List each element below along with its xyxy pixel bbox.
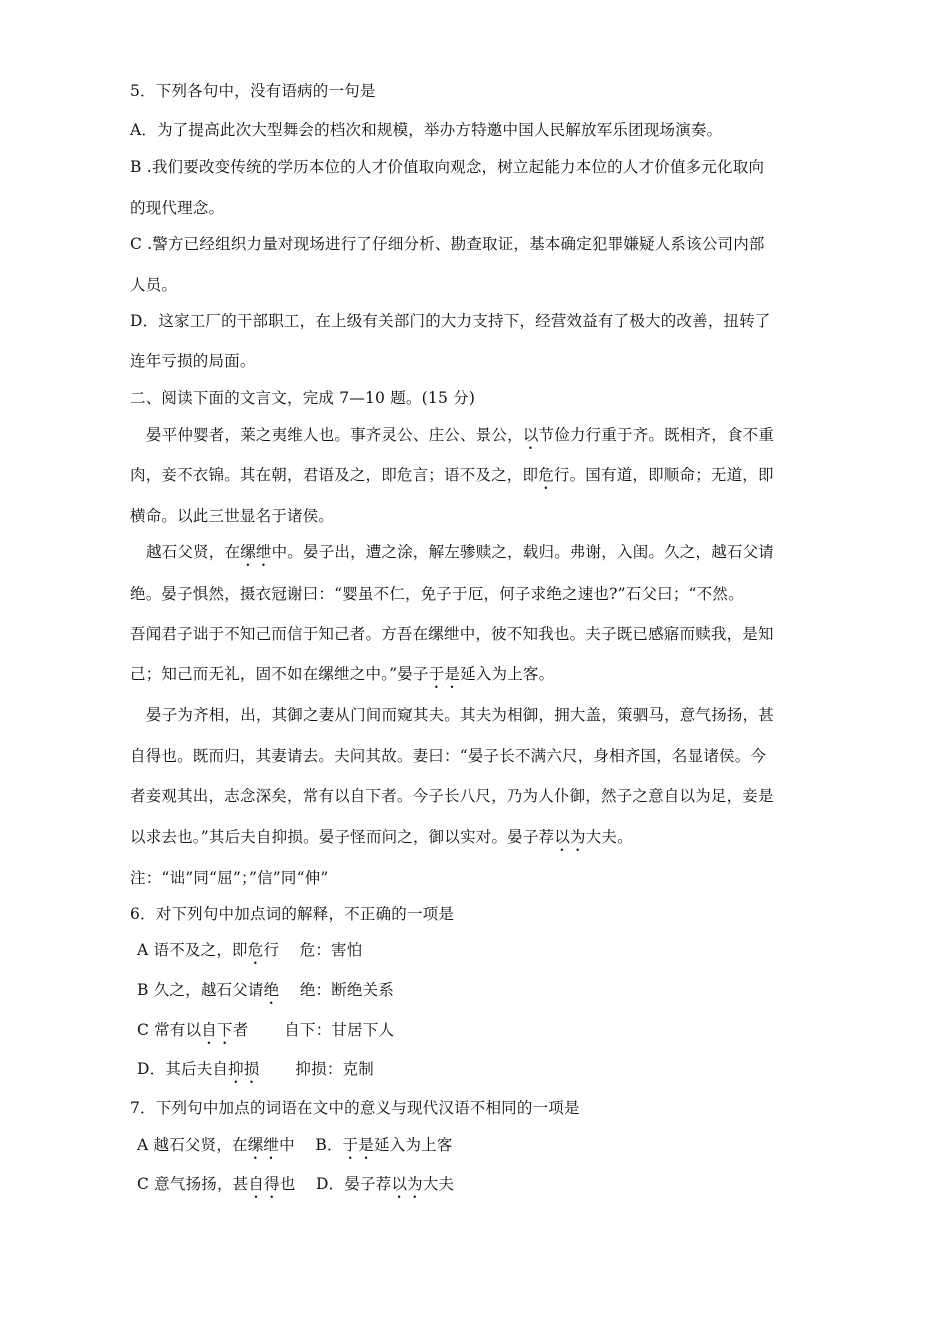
passage-text: 己；知己而无礼，固不如在缧绁之中。”晏子 <box>130 665 429 683</box>
q7-options-ab <box>137 1135 453 1163</box>
q6-option-c <box>137 1020 394 1048</box>
dotted-word: 自得 <box>248 1175 280 1193</box>
passage-text: 中。晏子出，遭之涂，解左骖赎之，载归。弗谢，入闺。久之，越石父请 <box>271 543 775 561</box>
option-text: D．其后夫自 <box>137 1060 229 1078</box>
passage-text: 大夫。 <box>585 828 633 846</box>
option-text: 行 危：害怕 <box>263 941 363 959</box>
passage-p1-line3: 横命。以此三世显名于诸侯。 <box>130 507 335 525</box>
option-text: B 久之，越石父请 <box>137 981 264 999</box>
dotted-word: 抑损 <box>228 1060 260 1078</box>
option-text: C 意气扬扬，甚 <box>137 1175 249 1193</box>
passage-p2-line3: 吾闻君子诎于不知己而信于知己者。方吾在缧绁中，彼不知我也。夫子既已感寤而赎我，是知 <box>130 625 774 643</box>
q6-option-a <box>137 940 362 968</box>
passage-p3-line2: 自得也。既而归，其妻请去。夫问其故。妻曰：“晏子长不满六尺，身相齐国，名显诸侯。今 <box>130 747 767 765</box>
passage-p2-line2: 绝。晏子惧然，摄衣冠谢曰：“婴虽不仁，免子于厄，何子求绝之速也?”石父曰；“不然。 <box>130 585 744 603</box>
dotted-word: 危 <box>538 466 554 484</box>
option-text: 也 D．晏子荐 <box>279 1175 392 1193</box>
passage-text: 晏平仲婴者，莱之夷维人也。事齐灵公、庄公、景公， <box>146 426 523 444</box>
passage-p3-line1: 晏子为齐相，出，其御之妻从门间而窥其夫。其夫为相御，拥大盖，策驷马，意气扬扬，甚 <box>146 706 775 724</box>
dotted-word: 于是 <box>342 1136 375 1154</box>
dotted-word: 于是 <box>428 665 461 683</box>
passage-text: 肉，妾不衣锦。其在朝，君语及之，即危言；语不及之，即 <box>130 466 539 484</box>
passage-text: 行。国有道，即顺命；无道，即 <box>553 466 774 484</box>
option-text: C 常有以 <box>137 1021 202 1039</box>
section-heading: 二、阅读下面的文言文，完成 7—10 题。(15 分) <box>130 389 476 407</box>
option-text: 中 B． <box>279 1136 343 1154</box>
q5-option-c-line2: 人员。 <box>130 276 178 294</box>
dotted-word: 缧绁 <box>240 543 272 561</box>
q5-stem: 5．下列各句中，没有语病的一句是 <box>130 82 376 100</box>
dotted-word: 以为 <box>554 828 586 846</box>
passage-p2-line1 <box>146 542 774 570</box>
option-text: 延入为上客 <box>374 1136 453 1154</box>
dotted-word: 缧绁 <box>247 1136 280 1154</box>
dotted-word: 危 <box>247 941 264 959</box>
dotted-word: 自下 <box>201 1021 233 1039</box>
q7-stem: 7．下列句中加点的词语在文中的意义与现代汉语不相同的一项是 <box>130 1099 580 1117</box>
q5-option-b-line1: B .我们要改变传统的学历本位的人才价值取向观念，树立起能力本位的人才价值多元化取向 <box>130 158 765 176</box>
passage-p2-line4 <box>130 664 554 692</box>
q5-option-b-line2: 的现代理念。 <box>130 199 225 217</box>
q5-option-d-line1: D．这家工厂的干部职工，在上级有关部门的大力支持下，经营效益有了极大的改善，扭转了 <box>130 312 771 330</box>
passage-text: 以求去也。”其后夫自抑损。晏子怪而问之，御以实对。晏子荐 <box>130 828 555 846</box>
q5-option-a: A．为了提高此次大型舞会的档次和规模，举办方特邀中国人民解放军乐团现场演奏。 <box>130 121 723 139</box>
q7-options-cd <box>137 1174 454 1202</box>
passage-text: 延入为上客。 <box>460 665 555 683</box>
q6-option-d <box>137 1059 374 1087</box>
dotted-word: 以为 <box>391 1175 423 1193</box>
option-text: 绝：断绝关系 <box>279 981 395 999</box>
option-text: 者 自下：甘居下人 <box>232 1021 395 1039</box>
option-text: 抑损：克制 <box>259 1060 374 1078</box>
option-text: A 越石父贤，在 <box>137 1136 248 1154</box>
passage-note: 注：“诎”同“屈”；”信”同“伸” <box>130 869 329 887</box>
option-text: A 语不及之，即 <box>137 941 248 959</box>
q6-stem: 6．对下列句中加点词的解释，不正确的一项是 <box>130 905 455 923</box>
passage-p3-line4 <box>130 827 633 855</box>
passage-p1-line1 <box>146 425 774 453</box>
passage-text: 越石父贤，在 <box>146 543 241 561</box>
passage-text: 节俭力行重于齐。既相齐，食不重 <box>538 426 775 444</box>
dotted-word: 绝 <box>263 981 280 999</box>
dotted-word: 以 <box>522 426 539 444</box>
option-text: 大夫 <box>422 1175 455 1193</box>
q5-option-c-line1: C .警方已经组织力量对现场进行了仔细分析、勘查取证，基本确定犯罪嫌疑人系该公司内部 <box>130 235 765 253</box>
passage-p1-line2 <box>130 465 774 493</box>
q6-option-b <box>137 980 394 1008</box>
q5-option-d-line2: 连年亏损的局面。 <box>130 352 256 370</box>
passage-p3-line3: 者妾观其出，志念深矣，常有以自下者。今子长八尺，乃为人仆御，然子之意自以为足，妾是 <box>130 787 774 805</box>
